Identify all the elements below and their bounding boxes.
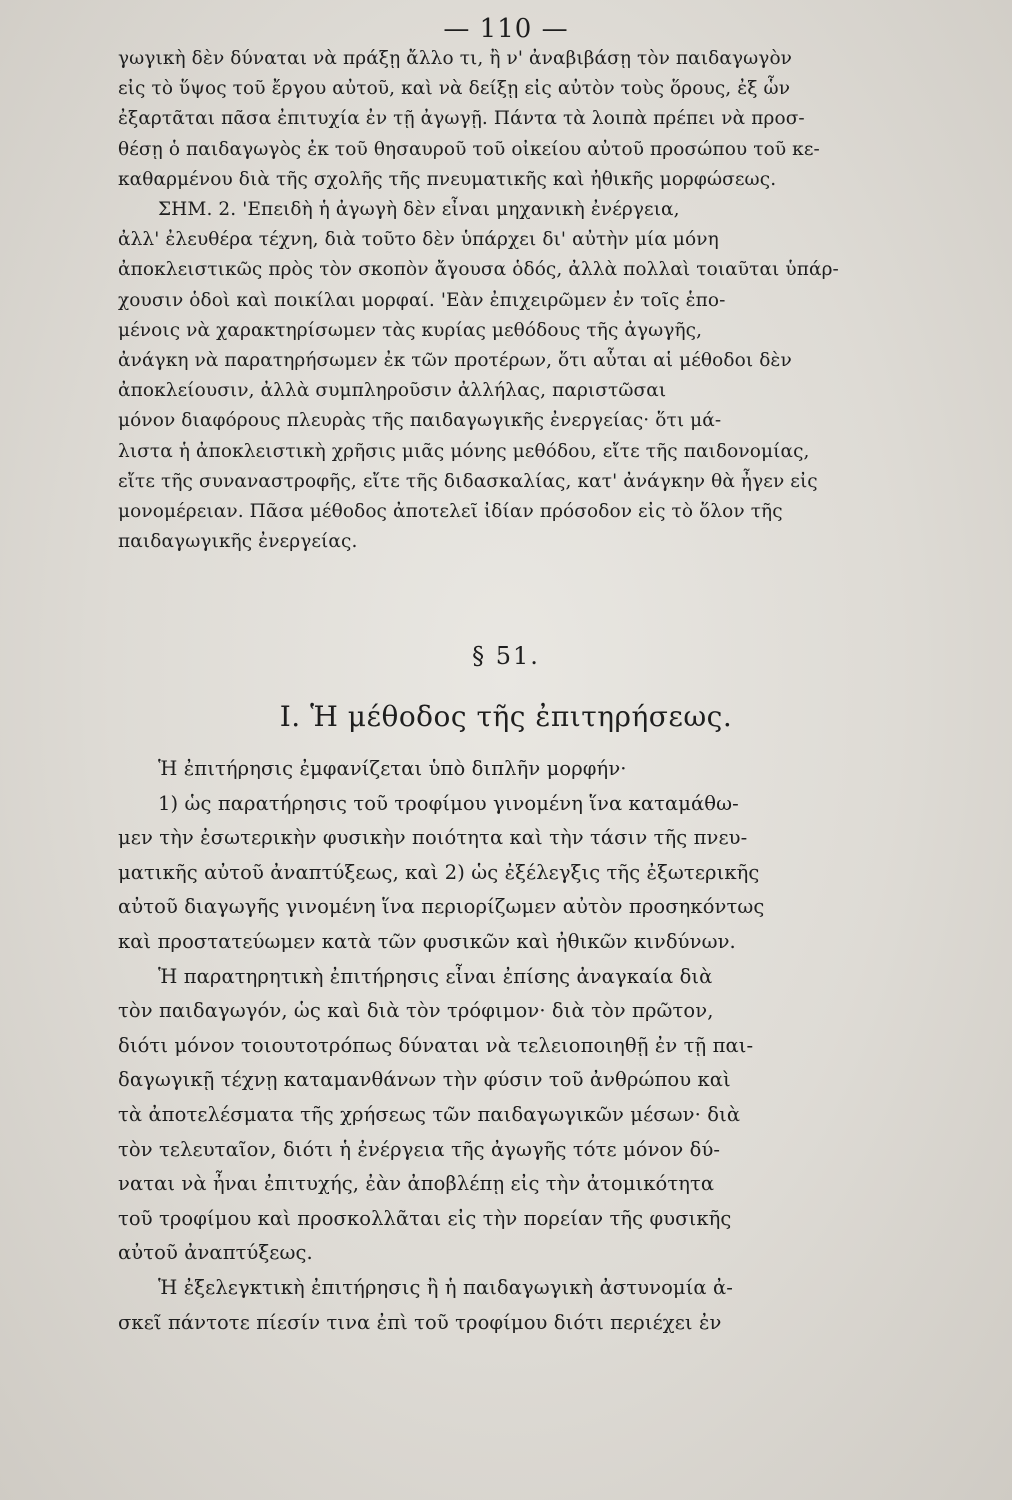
paragraph-line: δαγωγικῇ τέχνῃ καταμανθάνων τὴν φύσιν τοῦ ἀνθρώπου καὶ bbox=[118, 1068, 731, 1092]
text-line: γωγικὴ δὲν δύναται νὰ πράξῃ ἄλλο τι, ἢ ν' ἀναβιβάσῃ τὸν παιδαγωγὸν bbox=[118, 48, 793, 69]
paragraph-line: τὸν τελευταῖον, διότι ἡ ἐνέργεια τῆς ἀγωγῆς τότε μόνον δύ- bbox=[118, 1137, 721, 1161]
note-line: ἀποκλειστικῶς πρὸς τὸν σκοπὸν ἄγουσα ὁδός, ἀλλὰ πολλαὶ τοιαῦται ὑπάρ- bbox=[118, 259, 839, 281]
text-line: εἰς τὸ ὕψος τοῦ ἔργου αὐτοῦ, καὶ νὰ δείξῃ εἰς αὐτὸν τοὺς ὅρους, ἐξ ὧν bbox=[118, 78, 791, 100]
paragraph-line: καὶ προστατεύωμεν κατὰ τῶν φυσικῶν καὶ ἠθικῶν κινδύνων. bbox=[118, 929, 736, 953]
note-line: χουσιν ὁδοὶ καὶ ποικίλαι μορφαί. 'Εὰν ἐπιχειρῶμεν ἐν τοῖς ἑπο- bbox=[118, 289, 726, 311]
paragraph-line: ματικῆς αὐτοῦ ἀναπτύξεως, καὶ 2) ὡς ἐξέλεγξις τῆς ἐξωτερικῆς bbox=[118, 860, 760, 884]
paragraph-line: 1) ὡς παρατήρησις τοῦ τροφίμου γινομένη ἵνα καταμάθω- bbox=[158, 791, 739, 815]
text-line: θέσῃ ὁ παιδαγωγὸς ἐκ τοῦ θησαυροῦ τοῦ οἰκείου αὐτοῦ προσώπου τοῦ κε- bbox=[118, 138, 820, 160]
paragraph-line: Ἡ ἐπιτήρησις ἐμφανίζεται ὑπὸ διπλῆν μορφήν· bbox=[158, 757, 627, 780]
page-number: — 110 — bbox=[443, 14, 569, 44]
paragraph-line: τὸν παιδαγωγόν, ὡς καὶ διὰ τὸν τρόφιμον· διὰ τὸν πρῶτον, bbox=[118, 999, 714, 1023]
note-line: μονομέρειαν. Πᾶσα μέθοδος ἀποτελεῖ ἰδίαν πρόσοδον εἰς τὸ ὅλον τῆς bbox=[118, 501, 783, 523]
note-line: παιδαγωγικῆς ἐνεργείας. bbox=[118, 531, 358, 553]
note-first-line bbox=[118, 195, 878, 225]
text-block-lower bbox=[118, 752, 878, 1340]
paragraph-line: Ἡ ἐξελεγκτικὴ ἐπιτήρησις ἢ ἡ παιδαγωγικὴ ἀστυνομία ἀ- bbox=[158, 1275, 733, 1299]
note-line: ἀνάγκη νὰ παρατηρήσωμεν ἐκ τῶν προτέρων, ὅτι αὗται αἱ μέθοδοι δὲν bbox=[118, 350, 792, 372]
section-title: I. Ἡ μέθοδος τῆς ἐπιτηρήσεως. bbox=[279, 700, 733, 733]
note-line: εἴτε τῆς συναναστροφῆς, εἴτε τῆς διδασκαλίας, κατ' ἀνάγκην θὰ ἦγεν εἰς bbox=[118, 470, 818, 492]
paragraph-line: Ἡ παρατηρητικὴ ἐπιτήρησις εἶναι ἐπίσης ἀναγκαία διὰ bbox=[158, 964, 713, 988]
text-block-top bbox=[118, 44, 878, 557]
note-line: ἀλλ' ἐλευθέρα τέχνη, διὰ τοῦτο δὲν ὑπάρχει δι' αὐτὴν μία μόνη bbox=[118, 229, 719, 251]
paragraph-line: μεν τὴν ἐσωτερικὴν φυσικὴν ποιότητα καὶ τὴν τάσιν τῆς πνευ- bbox=[118, 826, 748, 850]
paragraph-line: ναται νὰ ἦναι ἐπιτυχής, ἐὰν ἀποβλέπῃ εἰς τὴν ἀτομικότητα bbox=[118, 1172, 715, 1196]
note-line: λιστα ἡ ἀποκλειστικὴ χρῆσις μιᾶς μόνης μεθόδου, εἴτε τῆς παιδονομίας, bbox=[118, 440, 810, 462]
paragraph-line: αὐτοῦ ἀναπτύξεως. bbox=[118, 1241, 313, 1265]
note-line: ἀποκλείουσιν, ἀλλὰ συμπληροῦσιν ἀλλήλας, παριστῶσαι bbox=[118, 380, 667, 402]
note-text: 'Επειδὴ ἡ ἀγωγὴ δὲν εἶναι μηχανικὴ ἐνέργεια, bbox=[242, 199, 680, 221]
note-line: μόνον διαφόρους πλευρὰς τῆς παιδαγωγικῆς ἐνεργείας· ὅτι μά- bbox=[118, 410, 722, 432]
paragraph-line: τοῦ τροφίμου καὶ προσκολλᾶται εἰς τὴν πορείαν τῆς φυσικῆς bbox=[118, 1206, 732, 1230]
section-number: § 51. bbox=[472, 642, 540, 670]
note-label: ΣΗΜ. 2. bbox=[158, 199, 237, 221]
paragraph-line: διότι μόνον τοιουτοτρόπως δύναται νὰ τελειοποιηθῇ ἐν τῇ παι- bbox=[118, 1033, 754, 1057]
paragraph-line: σκεῖ πάντοτε πίεσίν τινα ἐπὶ τοῦ τροφίμου διότι περιέχει ἐν bbox=[118, 1310, 722, 1334]
text-line: ἐξαρτᾶται πᾶσα ἐπιτυχία ἐν τῇ ἀγωγῇ. Πάντα τὰ λοιπὰ πρέπει νὰ προσ- bbox=[118, 108, 805, 130]
paragraph-line: αὐτοῦ διαγωγῆς γινομένη ἵνα περιορίζωμεν αὐτὸν προσηκόντως bbox=[118, 895, 765, 919]
paragraph-line: τὰ ἀποτελέσματα τῆς χρήσεως τῶν παιδαγωγικῶν μέσων· διὰ bbox=[118, 1102, 741, 1126]
text-line: καθαρμένου διὰ τῆς σχολῆς τῆς πνευματικῆς καὶ ἠθικῆς μορφώσεως. bbox=[118, 168, 777, 190]
note-line: μένοις νὰ χαρακτηρίσωμεν τὰς κυρίας μεθόδους τῆς ἀγωγῆς, bbox=[118, 319, 703, 341]
